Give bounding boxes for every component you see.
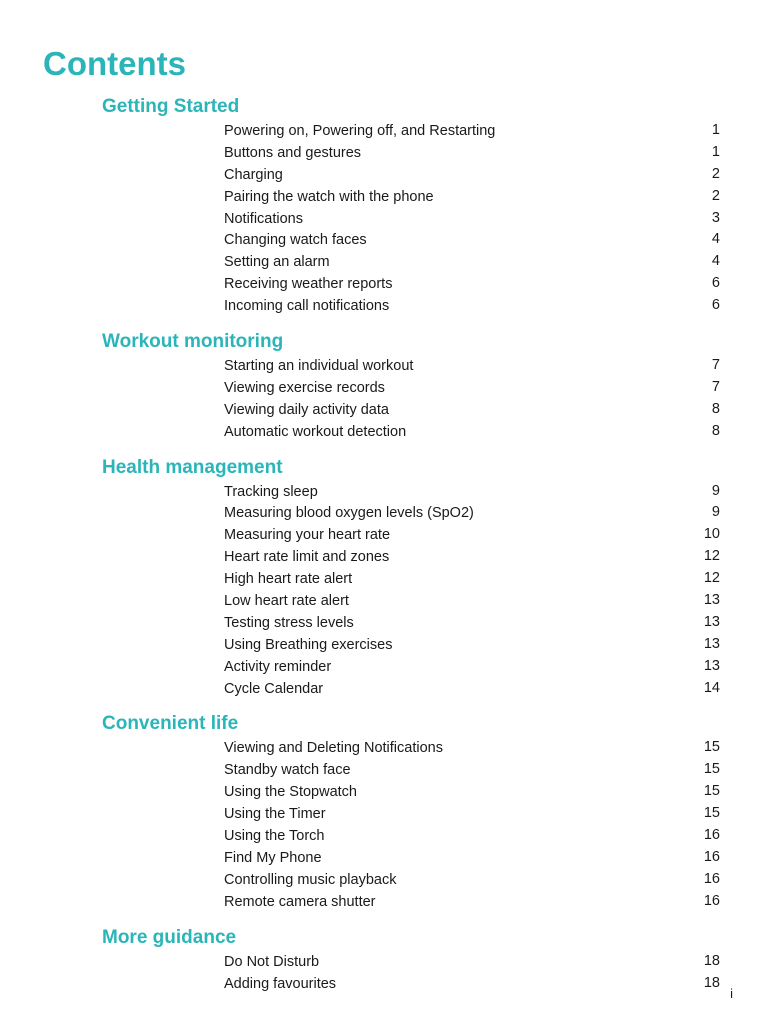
toc-entry[interactable]	[0, 760, 768, 782]
toc-entry-page-number: 15	[703, 805, 720, 822]
toc-entry-page-number: 8	[711, 400, 720, 417]
toc-entry-list	[0, 952, 768, 996]
toc-entry-page-number: 7	[711, 378, 720, 395]
toc-entry-label: Testing stress levels	[224, 614, 354, 631]
toc-entry[interactable]	[0, 635, 768, 657]
toc-entry[interactable]	[0, 209, 768, 231]
toc-entry[interactable]	[0, 274, 768, 296]
toc-entry-label: Measuring blood oxygen levels (SpO2)	[224, 505, 474, 522]
toc-entry[interactable]	[0, 165, 768, 187]
toc-entry-label: Standby watch face	[224, 762, 351, 779]
toc-entry[interactable]	[0, 952, 768, 974]
toc-entry[interactable]	[0, 591, 768, 613]
page-number: i	[730, 986, 733, 1001]
page-title: Contents	[43, 45, 186, 82]
toc-entry-label: Setting an alarm	[224, 254, 330, 271]
toc-entry-page-number: 13	[703, 635, 720, 652]
toc-entry-label: Activity reminder	[224, 658, 332, 675]
toc-entry-label: Measuring your heart rate	[224, 527, 391, 544]
toc-entry-label: Controlling music playback	[224, 871, 397, 888]
toc-entry[interactable]	[0, 143, 768, 165]
toc-entry[interactable]	[0, 569, 768, 591]
toc-entry-label: Changing watch faces	[224, 232, 367, 249]
toc-section	[0, 328, 768, 444]
toc-entry-page-number: 3	[711, 209, 720, 226]
toc-entry[interactable]	[0, 356, 768, 378]
toc-entry[interactable]	[0, 482, 768, 504]
toc-entry-page-number: 15	[703, 761, 720, 778]
toc-entry-page-number: 16	[703, 848, 720, 865]
toc-section	[0, 454, 768, 701]
toc-entry-label: Receiving weather reports	[224, 276, 393, 293]
toc-entry-page-number: 12	[703, 548, 720, 565]
toc-entry-list	[0, 121, 768, 318]
toc-entry-page-number: 16	[703, 892, 720, 909]
toc-entry[interactable]	[0, 547, 768, 569]
toc-entry-label: Cycle Calendar	[224, 680, 324, 697]
toc-section	[0, 93, 768, 318]
toc-entry-label: Starting an individual workout	[224, 358, 414, 375]
toc-entry-page-number: 10	[703, 526, 720, 543]
toc-entry[interactable]	[0, 400, 768, 422]
toc-entry-page-number: 12	[703, 570, 720, 587]
toc-entry-label: High heart rate alert	[224, 571, 353, 588]
toc-entry-page-number: 9	[711, 504, 720, 521]
toc-entry-label: Heart rate limit and zones	[224, 549, 390, 566]
toc-entry-page-number: 15	[703, 783, 720, 800]
toc-entry-page-number: 16	[703, 870, 720, 887]
toc-entry-label: Viewing and Deleting Notifications	[224, 740, 443, 757]
toc-entry[interactable]	[0, 892, 768, 914]
table-of-contents	[0, 93, 768, 995]
toc-entry-label: Do Not Disturb	[224, 953, 320, 970]
toc-entry[interactable]	[0, 738, 768, 760]
toc-section	[0, 924, 768, 996]
toc-entry-label: Charging	[224, 166, 283, 183]
toc-entry-page-number: 18	[703, 974, 720, 991]
toc-entry-label: Using the Torch	[224, 828, 325, 845]
toc-entry-page-number: 2	[711, 165, 720, 182]
toc-entry-label: Using the Timer	[224, 806, 326, 823]
toc-entry[interactable]	[0, 870, 768, 892]
section-heading[interactable]: Health management	[102, 456, 283, 478]
toc-entry-label: Notifications	[224, 210, 303, 227]
toc-entry-label: Remote camera shutter	[224, 893, 376, 910]
toc-entry-label: Using the Stopwatch	[224, 784, 357, 801]
toc-entry[interactable]	[0, 974, 768, 996]
toc-entry-list	[0, 738, 768, 913]
toc-entry-page-number: 18	[703, 952, 720, 969]
toc-entry[interactable]	[0, 230, 768, 252]
toc-entry-page-number: 7	[711, 357, 720, 374]
toc-entry[interactable]	[0, 804, 768, 826]
toc-section	[0, 710, 768, 913]
toc-entry-page-number: 13	[703, 613, 720, 630]
toc-entry[interactable]	[0, 782, 768, 804]
section-heading[interactable]: Getting Started	[102, 96, 240, 117]
toc-entry-label: Find My Phone	[224, 849, 322, 866]
toc-entry-label: Powering on, Powering off, and Restarting	[224, 123, 496, 139]
toc-entry-page-number: 16	[703, 827, 720, 844]
toc-entry-label: Pairing the watch with the phone	[224, 188, 434, 205]
toc-entry-label: Tracking sleep	[224, 483, 318, 500]
toc-entry-label: Incoming call notifications	[224, 298, 390, 315]
toc-entry[interactable]	[0, 422, 768, 444]
toc-entry-label: Adding favourites	[224, 975, 337, 992]
toc-entry-page-number: 4	[711, 253, 720, 270]
toc-entry-list	[0, 356, 768, 444]
toc-entry-page-number: 6	[711, 297, 720, 314]
toc-entry[interactable]	[0, 503, 768, 525]
toc-entry[interactable]	[0, 252, 768, 274]
toc-entry[interactable]	[0, 679, 768, 701]
toc-entry-page-number: 1	[711, 143, 720, 160]
toc-entry[interactable]	[0, 525, 768, 547]
section-heading[interactable]: Convenient life	[102, 713, 239, 735]
toc-entry-page-number: 13	[703, 592, 720, 609]
section-heading[interactable]: Workout monitoring	[102, 331, 284, 353]
toc-entry[interactable]	[0, 378, 768, 400]
toc-entry-page-number: 4	[711, 231, 720, 248]
toc-entry[interactable]	[0, 187, 768, 209]
toc-entry-page-number: 6	[711, 275, 720, 292]
toc-entry-page-number: 9	[711, 482, 720, 499]
toc-entry-label: Viewing daily activity data	[224, 401, 389, 418]
toc-entry[interactable]	[0, 296, 768, 318]
toc-entry-list	[0, 482, 768, 701]
toc-entry[interactable]	[0, 613, 768, 635]
toc-entry-page-number: 2	[711, 187, 720, 204]
toc-entry-label: Low heart rate alert	[224, 593, 349, 610]
toc-entry[interactable]	[0, 848, 768, 870]
toc-entry[interactable]	[0, 826, 768, 848]
section-heading[interactable]: More guidance	[102, 926, 237, 948]
toc-entry-label: Viewing exercise records	[224, 379, 385, 396]
toc-entry[interactable]	[0, 657, 768, 679]
toc-entry-page-number: 15	[703, 739, 720, 756]
toc-entry[interactable]	[0, 121, 768, 143]
toc-entry-page-number: 14	[703, 679, 720, 696]
toc-entry-page-number: 13	[703, 657, 720, 674]
toc-entry-page-number: 1	[711, 122, 720, 138]
toc-entry-label: Buttons and gestures	[224, 144, 362, 161]
toc-entry-page-number: 8	[711, 422, 720, 439]
toc-entry-label: Using Breathing exercises	[224, 636, 393, 653]
toc-entry-label: Automatic workout detection	[224, 423, 407, 440]
